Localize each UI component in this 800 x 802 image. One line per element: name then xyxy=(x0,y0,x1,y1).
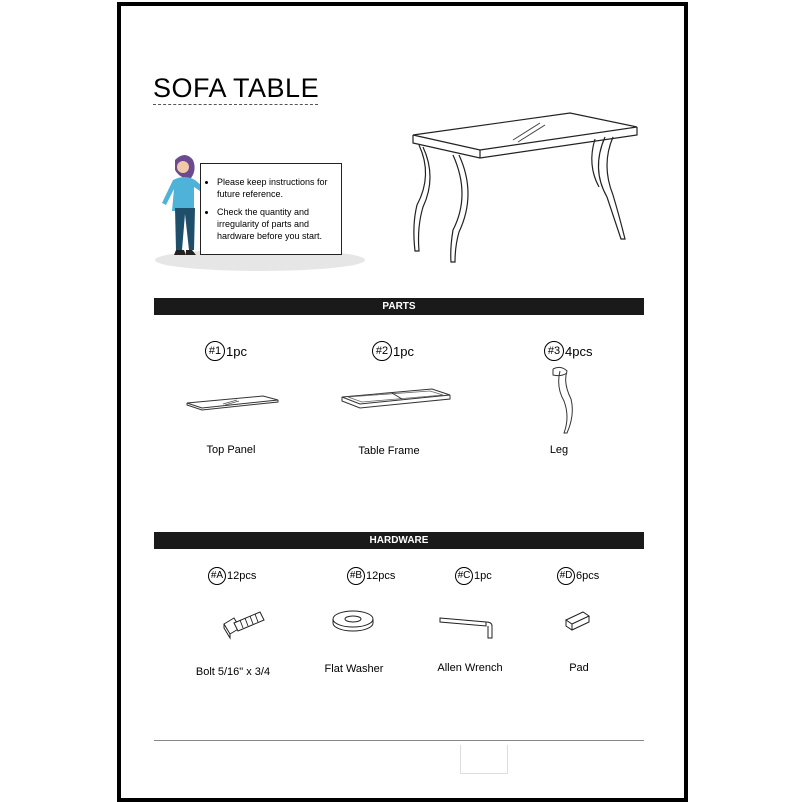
page-number-box xyxy=(460,745,508,774)
allen-wrench-illustration xyxy=(438,612,498,642)
hardware-b-quantity xyxy=(347,567,395,585)
part-3-name: Leg xyxy=(549,444,569,456)
part-3-badge: #3 xyxy=(544,341,564,361)
part-2-quantity xyxy=(372,341,414,361)
part-3-qty: 4pcs xyxy=(565,343,593,359)
table-frame-illustration xyxy=(340,385,452,415)
hardware-c-qty: 1pc xyxy=(474,570,492,582)
part-3-quantity xyxy=(544,341,592,361)
footer-divider xyxy=(154,740,644,741)
pad-illustration xyxy=(563,608,593,632)
leg-illustration xyxy=(543,365,573,435)
hardware-b-name: Flat Washer xyxy=(324,663,384,675)
hardware-c-name: Allen Wrench xyxy=(437,662,503,674)
hardware-b-badge: #B xyxy=(347,567,365,585)
hardware-d-qty: 6pcs xyxy=(576,570,600,582)
hardware-b-qty: 12pcs xyxy=(366,570,396,582)
note-keep-instructions: • Please keep instructions for future reference. xyxy=(217,176,335,200)
hardware-a-qty: 12pcs xyxy=(227,570,257,582)
part-1-name: Top Panel xyxy=(206,444,256,456)
hardware-a-badge: #A xyxy=(208,567,226,585)
document-title: SOFA TABLE xyxy=(153,73,320,103)
flat-washer-illustration xyxy=(331,608,376,634)
hardware-d-quantity xyxy=(557,567,599,585)
part-2-name: Table Frame xyxy=(358,445,420,457)
parts-section-header: PARTS xyxy=(154,298,644,315)
part-2-badge: #2 xyxy=(372,341,392,361)
part-1-quantity xyxy=(205,341,247,361)
title-underline xyxy=(153,104,318,105)
hardware-c-badge: #C xyxy=(455,567,473,585)
sofa-table-illustration xyxy=(405,105,650,270)
part-1-badge: #1 xyxy=(205,341,225,361)
part-1-qty: 1pc xyxy=(226,343,247,359)
top-panel-illustration xyxy=(185,390,280,415)
hardware-c-quantity xyxy=(455,567,492,585)
bolt-illustration xyxy=(222,608,267,643)
hardware-d-name: Pad xyxy=(569,662,589,674)
hardware-section-header: HARDWARE xyxy=(154,532,644,549)
hardware-a-name: Bolt 5/16" x 3/4 xyxy=(195,666,271,678)
hardware-d-badge: #D xyxy=(557,567,575,585)
part-2-qty: 1pc xyxy=(393,343,414,359)
hardware-a-quantity xyxy=(208,567,256,585)
instructions-note-box xyxy=(200,163,342,255)
note-check-parts: • Check the quantity and irregularity of parts and hardware before you start. xyxy=(217,206,335,242)
